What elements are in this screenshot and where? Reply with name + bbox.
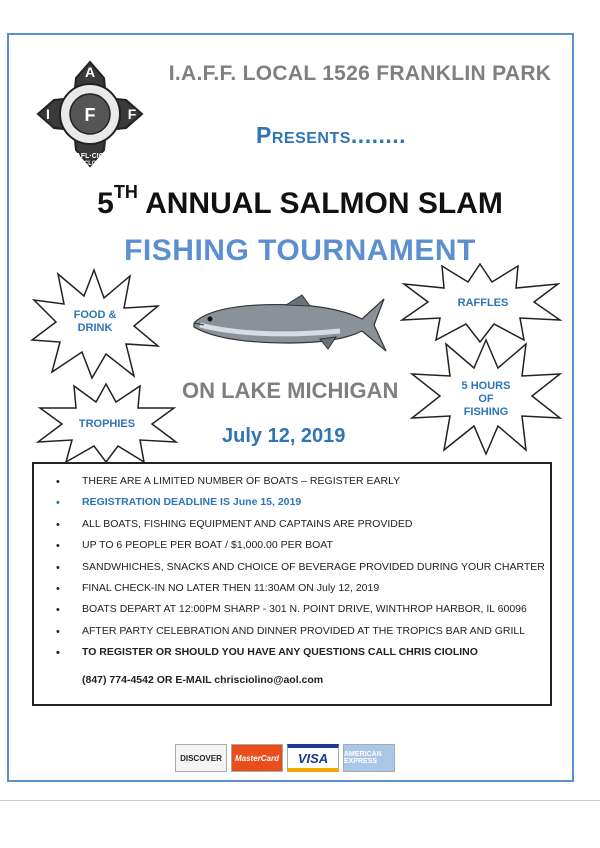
bullet-icon: • bbox=[56, 518, 60, 531]
bullet-icon: • bbox=[56, 582, 60, 595]
list-item bbox=[56, 602, 545, 623]
bullet-icon: • bbox=[56, 476, 60, 488]
list-item-text: BOATS DEPART AT 12:00PM SHARP - 301 N. POINT DRIVE, WINTHROP HARBOR, IL 60096 bbox=[82, 603, 527, 616]
amex-card-icon: AMERICAN EXPRESS bbox=[343, 744, 395, 772]
raffles-label: RAFFLES bbox=[457, 297, 509, 309]
logo-clc: CLC bbox=[83, 161, 97, 167]
event-title-rest: ANNUAL SALMON SLAM bbox=[145, 187, 503, 220]
food-drink-line-2: DRINK bbox=[77, 322, 113, 334]
details-list bbox=[56, 474, 545, 667]
list-item-text: SANDWHICHES, SNACKS AND CHOICE OF BEVERAGE PROVIDED DURING YOUR CHARTER bbox=[82, 560, 545, 573]
list-item bbox=[56, 474, 545, 495]
food-drink-label bbox=[58, 309, 132, 335]
list-item-text: FINAL CHECK-IN NO LATER THEN 11:30AM ON July 12, 2019 bbox=[82, 581, 380, 594]
event-subtitle: FISHING TOURNAMENT bbox=[124, 234, 476, 267]
list-item bbox=[56, 560, 545, 581]
logo-letter-center: F bbox=[84, 105, 96, 125]
mastercard-icon: MasterCard bbox=[231, 744, 283, 772]
trophies-label: TROPHIES bbox=[78, 418, 136, 430]
presents-text: Presents........ bbox=[256, 122, 407, 148]
food-drink-line-1: FOOD & bbox=[73, 309, 117, 321]
bullet-icon: • bbox=[56, 647, 60, 660]
list-item-text: THERE ARE A LIMITED NUMBER OF BOATS – REGISTER EARLY bbox=[82, 475, 401, 487]
list-item bbox=[56, 581, 545, 602]
bullet-icon: • bbox=[56, 625, 60, 638]
discover-card-icon: DISCOVER bbox=[175, 744, 227, 772]
list-item-text: AFTER PARTY CELEBRATION AND DINNER PROVIDED AT THE TROPICS BAR AND GRILL bbox=[82, 624, 526, 637]
fishing-hours-line-2: OF bbox=[478, 393, 494, 405]
bullet-icon: • bbox=[56, 540, 60, 553]
list-item bbox=[56, 538, 545, 559]
org-name: I.A.F.F. LOCAL 1526 FRANKLIN PARK bbox=[168, 62, 552, 85]
visa-card-icon: VISA bbox=[287, 744, 339, 772]
logo-letter-right: F bbox=[127, 106, 137, 122]
logo-afl-cio: AFL·CIO bbox=[75, 153, 105, 160]
contact-info: (847) 774-4542 OR E-MAIL chrisciolino@aol.com bbox=[82, 674, 324, 686]
logo-letter-left: I bbox=[46, 106, 50, 122]
list-item-text: ALL BOATS, FISHING EQUIPMENT AND CAPTAINS ARE PROVIDED bbox=[82, 517, 413, 530]
details-box bbox=[32, 462, 552, 706]
bullet-icon: • bbox=[56, 604, 60, 617]
page-divider bbox=[0, 800, 600, 801]
list-item bbox=[56, 645, 545, 666]
event-title bbox=[0, 182, 600, 221]
list-item bbox=[56, 517, 545, 538]
salmon-illustration bbox=[190, 293, 390, 355]
event-ordinal-suffix: TH bbox=[113, 182, 138, 202]
bullet-icon: • bbox=[56, 497, 60, 510]
list-item-text: UP TO 6 PEOPLE PER BOAT / $1,000.00 PER BOAT bbox=[82, 539, 333, 552]
list-item bbox=[56, 624, 545, 645]
fishing-hours-line-3: FISHING bbox=[463, 406, 509, 418]
fishing-hours-line-1: 5 HOURS bbox=[461, 380, 511, 392]
payment-cards bbox=[175, 744, 395, 774]
iaff-logo bbox=[34, 58, 146, 170]
list-item bbox=[56, 495, 545, 516]
list-item-text: TO REGISTER OR SHOULD YOU HAVE ANY QUESTIONS CALL CHRIS CIOLINO bbox=[82, 646, 478, 659]
list-item-text: REGISTRATION DEADLINE IS June 15, 2019 bbox=[82, 496, 302, 509]
event-date: July 12, 2019 bbox=[222, 425, 346, 447]
fishing-hours-label bbox=[444, 380, 528, 419]
bullet-icon: • bbox=[56, 561, 60, 574]
event-ordinal: 5 bbox=[97, 187, 114, 220]
event-location: ON LAKE MICHIGAN bbox=[182, 378, 399, 403]
logo-letter-top: A bbox=[84, 64, 96, 80]
